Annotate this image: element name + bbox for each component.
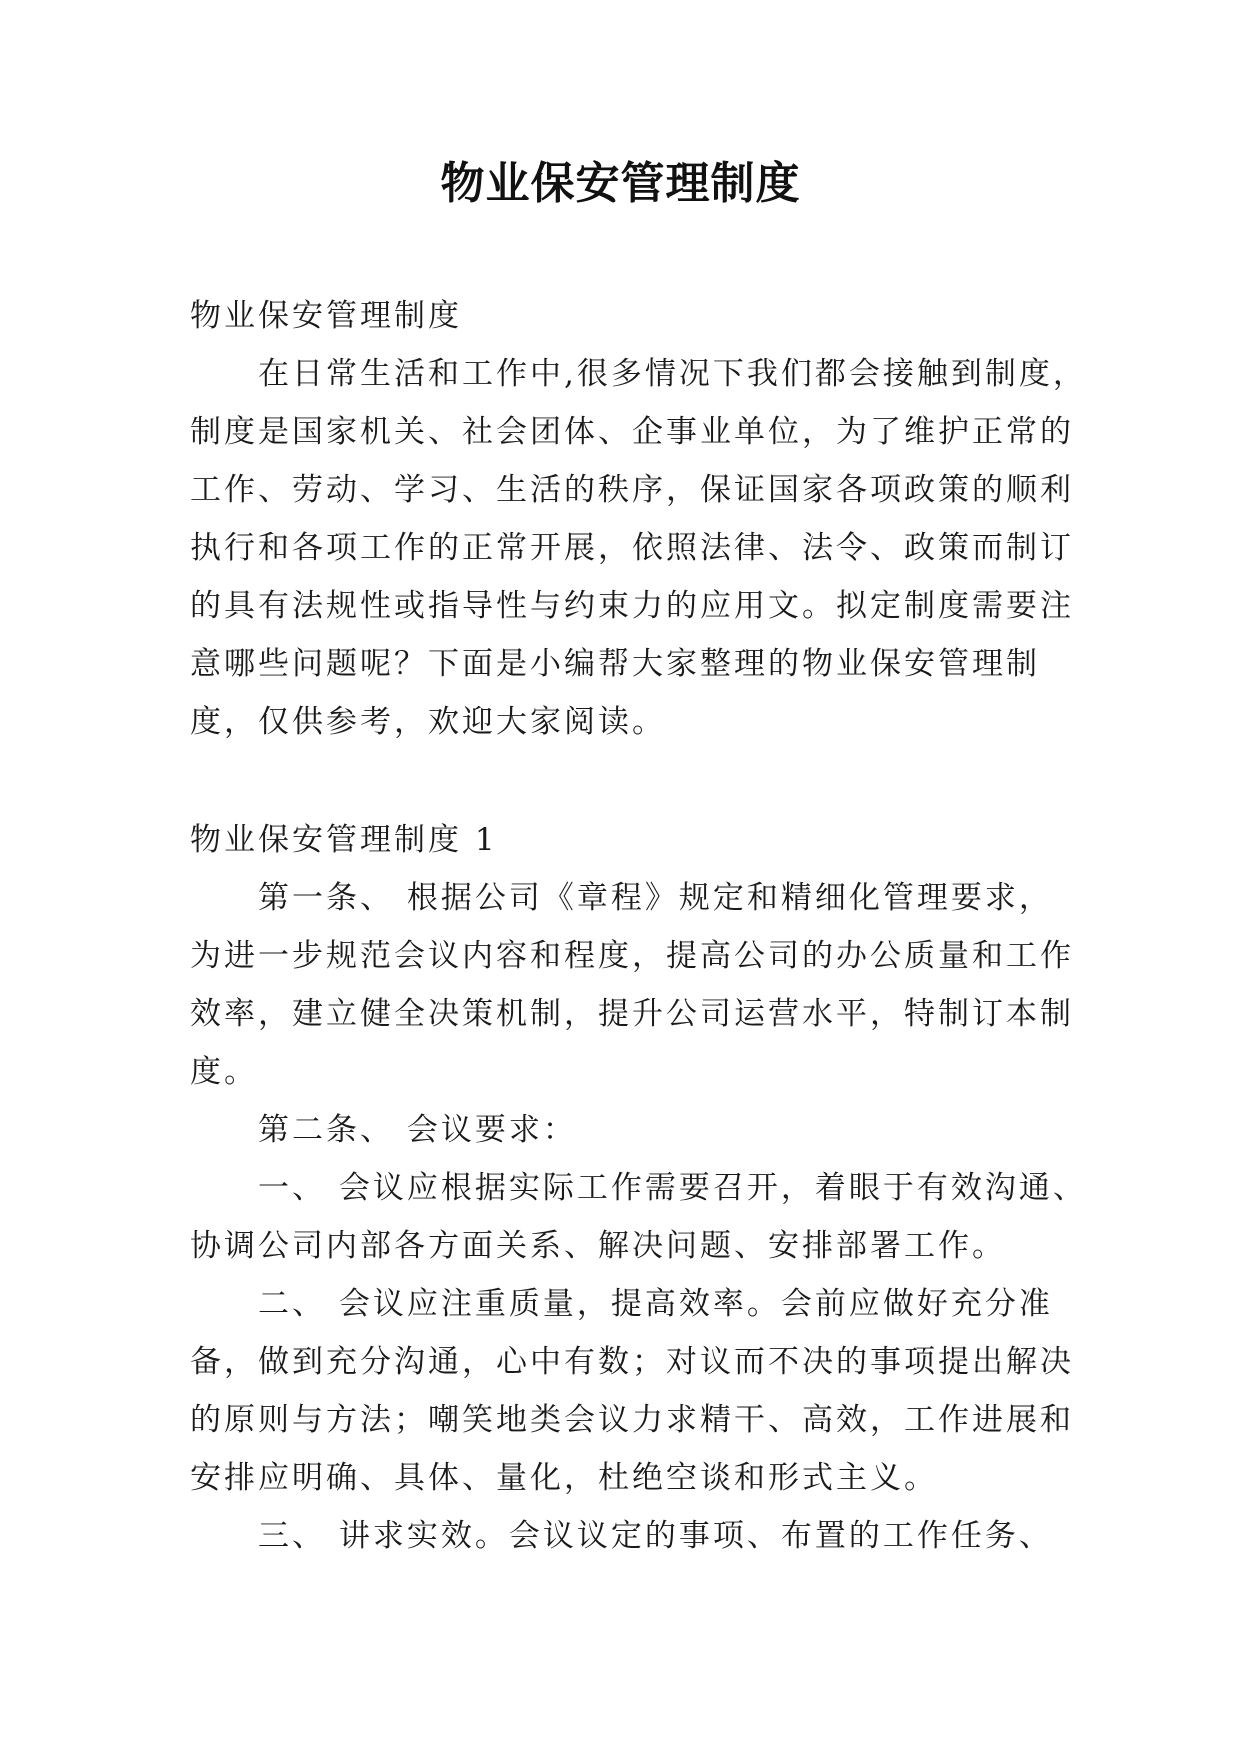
intro-heading: 物业保安管理制度 [190,298,462,334]
item-line: 的原则与方法；嘲笑地类会议力求精干、高效，工作进展和 [190,1402,1074,1438]
item-line: 一、 会议应根据实际工作需要召开，着眼于有效沟通、 [258,1170,1087,1206]
page-title: 物业保安管理制度 [440,158,801,209]
article-line: 第一条、 根据公司《章程》规定和精细化管理要求， [258,880,1053,916]
paragraph-line: 的具有法规性或指导性与约束力的应用文。拟定制度需要注 [190,588,1074,624]
article-line: 为进一步规范会议内容和程度，提高公司的办公质量和工作 [190,938,1074,974]
paragraph-line: 制度是国家机关、社会团体、企事业单位，为了维护正常的 [190,414,1074,450]
paragraph-line: 工作、劳动、学习、生活的秩序，保证国家各项政策的顺利 [190,472,1074,508]
article-heading: 第二条、 会议要求： [258,1112,577,1148]
article-line: 度。 [190,1054,258,1090]
item-line: 备，做到充分沟通，心中有数；对议而不决的事项提出解决 [190,1344,1074,1380]
section-heading: 物业保安管理制度 1 [190,822,498,858]
item-line: 协调公司内部各方面关系、解决问题、安排部署工作。 [190,1228,1006,1264]
item-line: 二、 会议应注重质量，提高效率。会前应做好充分准 [258,1286,1053,1322]
paragraph-line: 在日常生活和工作中,很多情况下我们都会接触到制度， [258,356,1087,392]
paragraph-line: 度，仅供参考，欢迎大家阅读。 [190,704,666,740]
article-line: 效率，建立健全决策机制，提升公司运营水平，特制订本制 [190,996,1074,1032]
paragraph-line: 意哪些问题呢？下面是小编帮大家整理的物业保安管理制 [190,646,1040,682]
item-line: 安排应明确、具体、量化，杜绝空谈和形式主义。 [190,1460,938,1496]
section-spacer [190,751,1070,811]
item-line: 三、 讲求实效。会议议定的事项、布置的工作任务、 [258,1518,1053,1554]
document-body [190,287,1087,1565]
paragraph-line: 执行和各项工作的正常开展，依照法律、法令、政策而制订 [190,530,1074,566]
